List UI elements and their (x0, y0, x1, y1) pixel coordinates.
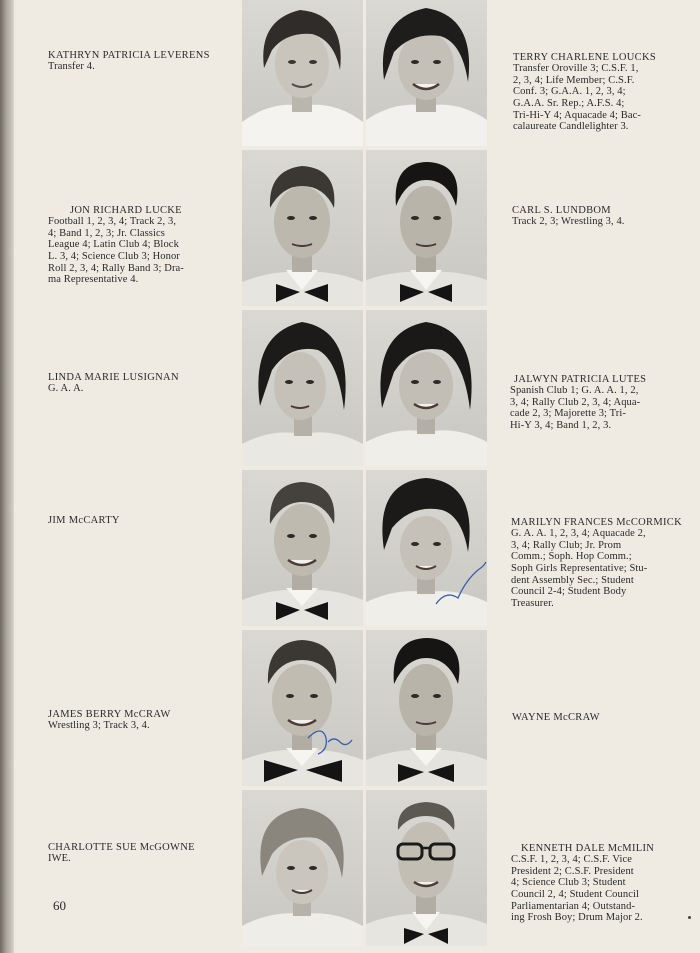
student-name: KENNETH DALE McMILIN (521, 842, 655, 854)
student-name: MARILYN FRANCES McCORMICK (511, 516, 682, 528)
page-number: 60 (53, 898, 66, 913)
student-portrait-photo (242, 310, 363, 466)
print-mark (688, 916, 691, 919)
student-activities: G. A. A. (48, 383, 84, 395)
student-portrait-photo (242, 150, 363, 306)
student-activities: Track 2, 3; Wrestling 3, 4. (512, 216, 625, 228)
book-binding-gutter (0, 0, 14, 953)
student-activities: C.S.F. 1, 2, 3, 4; C.S.F. Vice President 2; C.S.F. President 4; Science Club 3; Student Council 2, 4; Student Council Parliamentarian 4; Outstand- ing Frosh Boy; Drum Major 2. (511, 854, 643, 924)
student-portrait-photo (366, 630, 487, 786)
student-name: JON RICHARD LUCKE (70, 204, 182, 216)
student-caption-6 (48, 503, 226, 538)
student-activities: IWE. (48, 853, 71, 865)
student-caption-3 (512, 193, 690, 228)
student-caption-8 (48, 697, 226, 732)
student-portrait-photo (242, 630, 363, 786)
student-name: WAYNE McCRAW (512, 711, 600, 723)
student-activities: Transfer 4. (48, 61, 95, 73)
student-name: CARL S. LUNDBOM (512, 204, 611, 216)
student-name: JAMES BERRY McCRAW (48, 708, 171, 720)
student-caption-0 (48, 38, 226, 73)
student-portrait-photo (242, 0, 363, 146)
student-portrait-photo (366, 310, 487, 466)
student-caption-1 (513, 40, 691, 133)
student-portrait-photo (366, 470, 487, 626)
student-name: JALWYN PATRICIA LUTES (514, 373, 647, 385)
student-caption-11 (511, 831, 689, 924)
student-name: JIM McCARTY (48, 514, 120, 526)
student-activities: Transfer Oroville 3; C.S.F. 1, 2, 3, 4; Life Member; C.S.F. Conf. 3; G.A.A. 1, 2, 3, 4; G.A.A. Sr. Rep.; A.F.S. 4; Tri-Hi-Y 4; Aquacade 4; Bac- calaureate Candlelighter 3. (513, 63, 641, 133)
student-portrait-photo (366, 790, 487, 946)
student-activities: Spanish Club 1; G. A. A. 1, 2, 3, 4; Rally Club 2, 3, 4; Aqua- cade 2, 3; Majorette 3; Tri- Hi-Y 3, 4; Band 1, 2, 3. (510, 385, 641, 431)
student-caption-10 (48, 830, 226, 865)
student-caption-5 (510, 362, 688, 432)
student-name: TERRY CHARLENE LOUCKS (513, 51, 656, 63)
student-portrait-photo (366, 150, 487, 306)
student-activities: Football 1, 2, 3, 4; Track 2, 3, 4; Band 1, 2, 3; Jr. Classics League 4; Latin Club 4; Block L. 3, 4; Science Club 3; Honor Roll 2, 3, 4; Rally Band 3; Dra- ma Representative 4. (48, 216, 184, 286)
student-portrait-photo (242, 790, 363, 946)
student-name: KATHRYN PATRICIA LEVERENS (48, 49, 210, 61)
student-caption-9 (512, 700, 690, 735)
student-portrait-photo (242, 470, 363, 626)
student-portrait-photo (366, 0, 487, 146)
student-activities: Wrestling 3; Track 3, 4. (48, 720, 150, 732)
student-caption-4 (48, 360, 226, 395)
student-name: CHARLOTTE SUE McGOWNE (48, 841, 195, 853)
student-activities: G. A. A. 1, 2, 3, 4; Aquacade 2, 3, 4; Rally Club; Jr. Prom Comm.; Soph. Hop Comm.; Soph Girls Representative; Stu- dent Assembly Sec.; Student Council 2-4; Student Body Treasurer. (511, 528, 648, 609)
student-caption-7 (511, 505, 693, 609)
student-caption-2 (48, 193, 220, 286)
student-name: LINDA MARIE LUSIGNAN (48, 371, 179, 383)
